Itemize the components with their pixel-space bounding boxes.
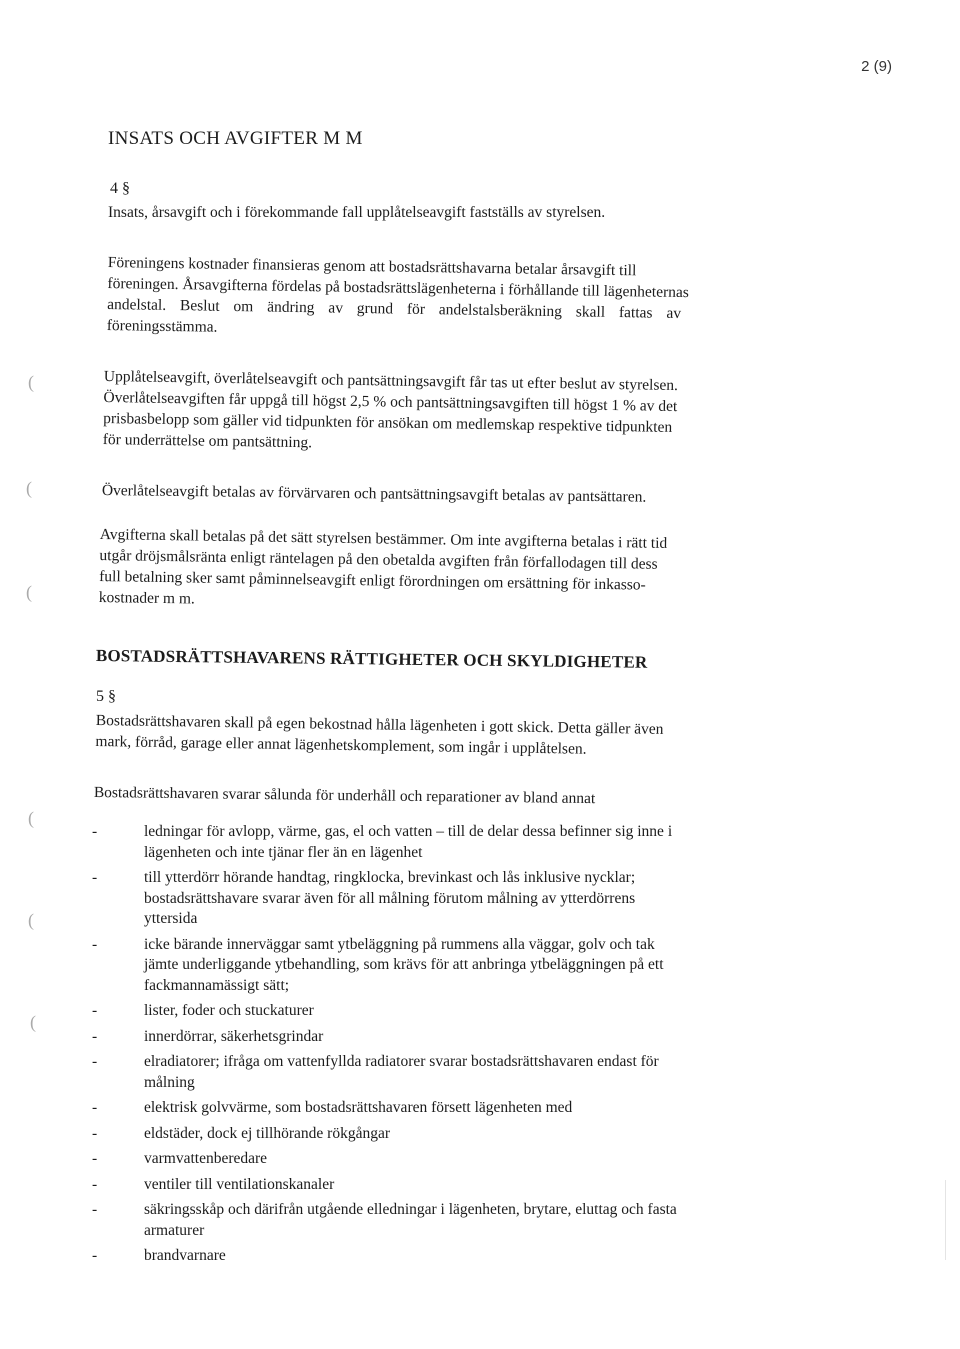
list-item: - säkringsskåp och därifrån utgående elledningar i lägenheten, brytare, eluttag och fasta armaturer (92, 1201, 677, 1239)
list-item: - ledningar för avlopp, värme, gas, el och vatten – till de delar dessa befinner sig inne i lägenheten och inte tjänar fler än en lägenhet (92, 823, 673, 861)
section-5-paragraph-1 (95, 710, 856, 764)
section-4-paragraph-2 (107, 252, 868, 348)
section-4-label: 4 § (110, 180, 130, 197)
list-item: - ventiler till ventilationskanaler (92, 1175, 862, 1196)
list-dash: - (92, 1150, 98, 1167)
text-line: mark, förråd, garage eller annat lägenhetskomplement, som ingår i upplåtelsen. (95, 732, 587, 758)
heading-rattigheter-och-skyldigheter: BOSTADSRÄTTSHAVARENS RÄTTIGHETER OCH SKYLDIGHETER (95, 646, 648, 672)
heading-insats-och-avgifter: INSATS OCH AVGIFTER M M (108, 128, 363, 149)
list-dash: - (92, 1124, 98, 1142)
list-dash: - (92, 1247, 98, 1264)
list-dash: - (92, 823, 98, 840)
scan-edge-line (945, 1180, 946, 1260)
maintenance-list (92, 822, 862, 1272)
section-5-label: 5 § (96, 688, 116, 705)
scan-mark: ( (28, 808, 34, 828)
page-number: 2 (9) (861, 58, 892, 75)
text-line: prisbasbelopp som gäller vid tidpunkten för ansökan om medlemskap respektive tidpunkten (103, 409, 673, 436)
list-dash: - (92, 1099, 98, 1116)
text-line: Upplåtelseavgift, överlåtelseavgift och pantsättningsavgift får tas ut efter beslut av styrelsen. (103, 367, 679, 395)
list-dash: - (92, 1201, 98, 1218)
text-line: Bostadsrättshavaren skall på egen bekostnad hålla lägenheten i gott skick. Detta gäller även (95, 711, 664, 738)
scan-mark: ( (28, 910, 34, 930)
list-item: - till ytterdörr hörande handtag, ringklocka, brevinkast och lås inklusive nycklar; bostadsrättshavare svarar även för all målning förutom målning av ytterdörrens yttersida (92, 869, 636, 927)
list-item: - icke bärande innerväggar samt ytbeläggning på rummens alla väggar, golv och tak jämte underliggande ytbehandling, som krävs för att anbringa ytbeläggningen på ett fackmannamässigt sätt; (92, 935, 664, 994)
list-dash: - (92, 1053, 98, 1070)
scan-mark: ( (26, 478, 32, 498)
text-line: för underrättelse om pantsättning. (102, 430, 313, 452)
scan-mark: ( (26, 582, 32, 602)
scan-mark: ( (30, 1012, 36, 1032)
list-dash: - (92, 1027, 98, 1045)
text-line: Föreningens kostnader finansieras genom att bostadsrättshavarna betalar årsavgift till (107, 253, 637, 280)
list-dash: - (92, 1175, 98, 1193)
list-item: - elektrisk golvvärme, som bostadsrättshavaren försett lägenheten med (92, 1098, 862, 1119)
text-line: föreningen. Årsavgifterna fördelas på bostadsrättslägenheterna i förhållande till lägenheternas (107, 274, 690, 302)
text-line: Avgifterna skall betalas på det sätt styrelsen bestämmer. Om inte avgifterna betalas i rätt tid (99, 525, 668, 552)
section-4-paragraph-4: Överlåtelseavgift betalas av förvärvaren och pantsättningsavgift betalas av pantsättaren. (101, 481, 647, 506)
list-item: - innerdörrar, säkerhetsgrindar (92, 1027, 862, 1048)
list-dash: - (92, 869, 98, 886)
text-line: full betalning sker samt påminnelseavgift enligt förordningen om ersättning för inkasso- (99, 567, 646, 594)
list-item: - brandvarnare (92, 1246, 862, 1267)
list-dash: - (92, 1002, 98, 1019)
list-dash: - (92, 935, 98, 953)
text-line: kostnader m m. (98, 588, 195, 608)
list-item: - lister, foder och stuckaturer (92, 1001, 862, 1022)
text-line: föreningsstämma. (106, 316, 218, 336)
list-item: - elradiatorer; ifråga om vattenfyllda radiatorer svarar bostadsrättshavaren endast för målning (92, 1053, 659, 1091)
scan-mark: ( (28, 372, 34, 392)
section-5-paragraph-2: Bostadsrättshavaren svarar sålunda för underhåll och reparationer av bland annat (93, 783, 596, 808)
text-line: Överlåtelseavgiften får uppgå till högst 2,5 % och pantsättningsavgiften till högst 1 % av det (103, 388, 678, 416)
section-4-paragraph-5 (99, 524, 860, 620)
list-item: - eldstäder, dock ej tillhörande rökgångar (92, 1124, 862, 1145)
text-line: andelstal. Beslut om ändring av grund för andelstalsberäkning skall fattas av (107, 295, 682, 323)
section-4-paragraph-3 (103, 366, 864, 462)
section-4-paragraph-1: Insats, årsavgift och i förekommande fall upplåtelseavgift fastställs av styrelsen. (108, 204, 606, 221)
text-line: utgår dröjsmålsränta enligt räntelagen på den obetalda avgiften från förfallodagen till dess (99, 546, 658, 573)
list-item: - varmvattenberedare (92, 1149, 862, 1170)
